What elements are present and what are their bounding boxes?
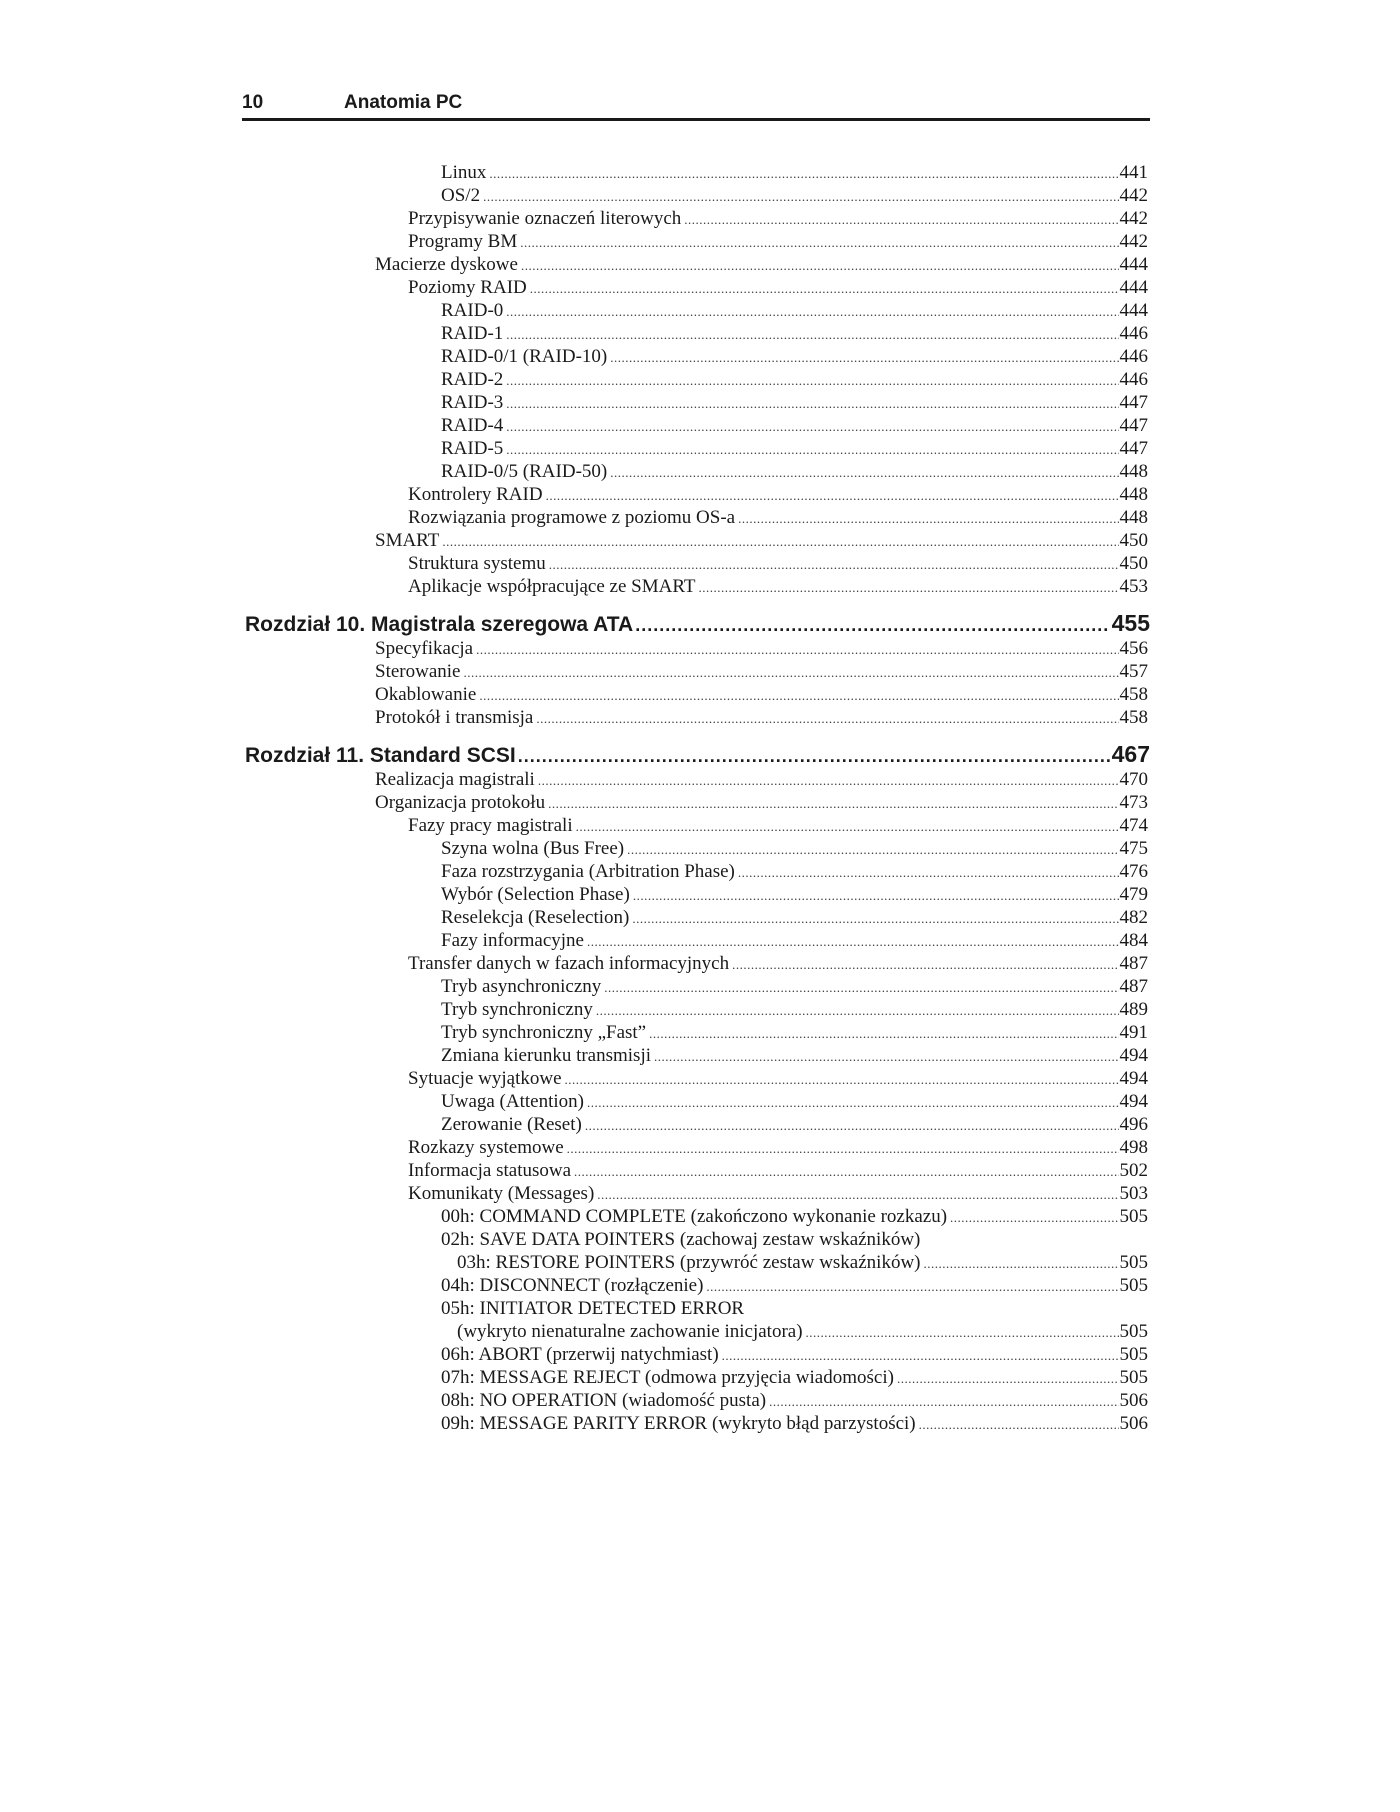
toc-entry-title: Tryb asynchroniczny — [441, 976, 602, 997]
toc-entry-page: 444 — [1119, 254, 1148, 275]
dot-leader — [546, 484, 1119, 507]
toc-chapter-title: Rozdział 11. Standard SCSI — [245, 744, 516, 767]
dot-leader — [567, 1137, 1119, 1160]
toc-entry-title: SMART — [375, 530, 440, 551]
toc-entry-page: 494 — [1119, 1045, 1148, 1066]
dot-leader — [506, 323, 1118, 346]
toc-entry — [375, 683, 1148, 706]
toc-entry — [441, 184, 1148, 207]
toc-entry — [441, 1412, 1148, 1435]
dot-leader — [924, 1252, 1119, 1275]
dot-leader — [506, 369, 1118, 392]
toc-entry-title: Rozkazy systemowe — [408, 1137, 564, 1158]
dot-leader — [476, 638, 1118, 661]
dot-leader — [521, 254, 1119, 277]
book-title: Anatomia PC — [344, 92, 463, 113]
toc-entry-page: 505 — [1119, 1275, 1148, 1296]
toc-entry-page: 450 — [1119, 553, 1148, 574]
toc-entry-page: 456 — [1119, 638, 1148, 659]
toc-entry-page: 494 — [1119, 1068, 1148, 1089]
toc-entry-page: 506 — [1119, 1390, 1148, 1411]
dot-leader — [520, 231, 1118, 254]
dot-leader — [604, 976, 1118, 999]
toc-entry-page: 489 — [1119, 999, 1148, 1020]
toc-entry — [375, 706, 1148, 729]
toc-entry-title: Zmiana kierunku transmisji — [441, 1045, 652, 1066]
toc-entry-title: RAID-1 — [441, 323, 504, 344]
dot-leader — [738, 507, 1118, 530]
toc-entry-page: 482 — [1119, 907, 1148, 928]
toc-entry-page: 446 — [1119, 346, 1148, 367]
dot-leader — [627, 838, 1118, 861]
toc-entry-title: RAID-3 — [441, 392, 504, 413]
dot-leader — [732, 953, 1118, 976]
toc-entry — [408, 276, 1148, 299]
toc-entry — [408, 1136, 1148, 1159]
toc-entry — [441, 1274, 1148, 1297]
toc-entry-page: 479 — [1119, 884, 1148, 905]
toc-entry-title: Reselekcja (Reselection) — [441, 907, 630, 928]
toc-entry-title: Realizacja magistrali — [375, 769, 535, 790]
dot-leader — [506, 392, 1118, 415]
toc-entry — [408, 506, 1148, 529]
toc-entry — [408, 1182, 1148, 1205]
toc-entry-page: 502 — [1119, 1160, 1148, 1181]
toc-entry-page: 448 — [1119, 484, 1148, 505]
toc-entry — [457, 1320, 1148, 1343]
dot-leader — [506, 415, 1118, 438]
toc-chapter-page: 455 — [1111, 610, 1150, 636]
toc-entry — [441, 1366, 1148, 1389]
dot-leader — [769, 1390, 1118, 1413]
toc-entry-page: 487 — [1119, 976, 1148, 997]
toc-entry — [441, 929, 1148, 952]
toc-entry-page: 505 — [1119, 1206, 1148, 1227]
toc-entry-title: Rozwiązania programowe z poziomu OS-a — [408, 507, 736, 528]
dot-leader — [574, 1160, 1118, 1183]
dot-leader — [489, 162, 1118, 185]
toc-entry — [441, 1343, 1148, 1366]
toc-entry-title: Programy BM — [408, 231, 518, 252]
toc-entry-page: 447 — [1119, 392, 1148, 413]
toc-entry-title: 03h: RESTORE POINTERS (przywróć zestaw wskaźników) — [457, 1252, 921, 1273]
toc-entry — [375, 253, 1148, 276]
toc-entry-page: 505 — [1119, 1321, 1148, 1342]
toc-entry-page: 505 — [1119, 1367, 1148, 1388]
dot-leader — [610, 346, 1118, 369]
dot-leader — [706, 1275, 1118, 1298]
dot-leader — [722, 1344, 1119, 1367]
dot-leader — [919, 1413, 1119, 1436]
dot-leader — [530, 277, 1119, 300]
dot-leader — [897, 1367, 1119, 1390]
toc-entry-page: 448 — [1119, 507, 1148, 528]
toc-entry-title: Transfer danych w fazach informacyjnych — [408, 953, 730, 974]
toc-entry-page: 446 — [1119, 323, 1148, 344]
toc-entry — [441, 437, 1148, 460]
dot-leader — [442, 530, 1118, 553]
toc-entry-title: Poziomy RAID — [408, 277, 527, 298]
toc-entry — [441, 1113, 1148, 1136]
toc-entry — [441, 161, 1148, 184]
toc-entry-page: 475 — [1119, 838, 1148, 859]
toc-entry-title: RAID-5 — [441, 438, 504, 459]
toc-entry-title: Zerowanie (Reset) — [441, 1114, 582, 1135]
toc-entry — [441, 460, 1148, 483]
toc-entry-page: 505 — [1119, 1344, 1148, 1365]
toc-entry-page: 444 — [1119, 300, 1148, 321]
toc-entry-page: 447 — [1119, 415, 1148, 436]
toc-entry-page: 503 — [1119, 1183, 1148, 1204]
dot-leader — [576, 815, 1119, 838]
dot-leader — [684, 208, 1118, 231]
toc-entry-title: Wybór (Selection Phase) — [441, 884, 630, 905]
dot-leader — [536, 707, 1118, 730]
toc-entry-title: 06h: ABORT (przerwij natychmiast) — [441, 1344, 719, 1365]
toc-entry-page: 487 — [1119, 953, 1148, 974]
toc-entry — [375, 637, 1148, 660]
toc-entry-page: 473 — [1119, 792, 1148, 813]
toc-entry-page: 448 — [1119, 461, 1148, 482]
toc-entry-page: 450 — [1119, 530, 1148, 551]
dot-leader — [654, 1045, 1118, 1068]
toc-entry-title-line: 02h: SAVE DATA POINTERS (zachowaj zestaw wskaźników) — [441, 1229, 921, 1250]
toc-entry-page: 498 — [1119, 1137, 1148, 1158]
toc-entry — [441, 1389, 1148, 1412]
toc-entry-title: 08h: NO OPERATION (wiadomość pusta) — [441, 1390, 767, 1411]
dot-leader — [518, 743, 1110, 769]
toc-entry — [441, 837, 1148, 860]
toc-entry — [408, 230, 1148, 253]
toc-entry — [441, 975, 1148, 998]
dot-leader — [565, 1068, 1119, 1091]
toc-entry-title: Kontrolery RAID — [408, 484, 543, 505]
toc-chapter — [245, 741, 1150, 767]
toc-entry-page: 494 — [1119, 1091, 1148, 1112]
toc-entry-page: 446 — [1119, 369, 1148, 390]
dot-leader — [587, 930, 1119, 953]
toc-entry — [408, 575, 1148, 598]
toc-entry-page: 491 — [1119, 1022, 1148, 1043]
toc-entry-title: 00h: COMMAND COMPLETE (zakończono wykonanie rozkazu) — [441, 1206, 948, 1227]
toc-entry — [441, 345, 1148, 368]
toc-entry — [441, 1021, 1148, 1044]
toc-entry-page: 444 — [1119, 277, 1148, 298]
dot-leader — [506, 300, 1118, 323]
toc-entry-title: Komunikaty (Messages) — [408, 1183, 595, 1204]
toc-entry-page: 496 — [1119, 1114, 1148, 1135]
toc-entry — [441, 998, 1148, 1021]
toc-entry-title: Sytuacje wyjątkowe — [408, 1068, 562, 1089]
toc-entry-title: OS/2 — [441, 185, 481, 206]
toc-entry — [408, 1067, 1148, 1090]
toc-entry — [441, 391, 1148, 414]
toc-entry-page: 453 — [1119, 576, 1148, 597]
toc-entry-title: (wykryto nienaturalne zachowanie inicjatora) — [457, 1321, 803, 1342]
toc-entry-page: 484 — [1119, 930, 1148, 951]
toc-entry-title: Fazy informacyjne — [441, 930, 584, 951]
toc-entry-title: Faza rozstrzygania (Arbitration Phase) — [441, 861, 735, 882]
dot-leader — [698, 576, 1118, 599]
toc-entry-page: 458 — [1119, 684, 1148, 705]
dot-leader — [649, 1022, 1118, 1045]
toc-entry-title: Organizacja protokołu — [375, 792, 546, 813]
toc-entry-title: Linux — [441, 162, 487, 183]
dot-leader — [633, 884, 1119, 907]
toc-chapter — [245, 610, 1150, 636]
toc-entry — [375, 660, 1148, 683]
dot-leader — [635, 612, 1109, 638]
toc-entry-title: Protokół i transmisja — [375, 707, 534, 728]
toc-entry-title: Aplikacje współpracujące ze SMART — [408, 576, 696, 597]
toc-entry — [408, 207, 1148, 230]
toc-entry — [408, 483, 1148, 506]
toc-entry-title: Struktura systemu — [408, 553, 546, 574]
toc-entry-title: 07h: MESSAGE REJECT (odmowa przyjęcia wiadomości) — [441, 1367, 894, 1388]
dot-leader — [548, 792, 1118, 815]
page-number: 10 — [242, 92, 264, 113]
toc-entry-title: Fazy pracy magistrali — [408, 815, 573, 836]
toc-entry — [441, 414, 1148, 437]
toc-entry-title: Sterowanie — [375, 661, 461, 682]
toc-entry — [375, 529, 1148, 552]
toc-entry — [441, 322, 1148, 345]
toc-entry-title: Szyna wolna (Bus Free) — [441, 838, 625, 859]
toc-entry-title: Tryb synchroniczny — [441, 999, 593, 1020]
dot-leader — [479, 684, 1118, 707]
toc-entry-title: Macierze dyskowe — [375, 254, 518, 275]
dot-leader — [463, 661, 1118, 684]
toc-entry-title: 09h: MESSAGE PARITY ERROR (wykryto błąd parzystości) — [441, 1413, 916, 1434]
toc-entry-title: RAID-0/5 (RAID-50) — [441, 461, 608, 482]
toc-entry — [441, 1205, 1148, 1228]
toc-entry-page: 442 — [1119, 231, 1148, 252]
toc-entry-title: Przypisywanie oznaczeń literowych — [408, 208, 682, 229]
toc-entry-page: 447 — [1119, 438, 1148, 459]
dot-leader — [585, 1114, 1119, 1137]
dot-leader — [538, 769, 1119, 792]
toc-entry — [408, 1159, 1148, 1182]
toc-entry-title: 04h: DISCONNECT (rozłączenie) — [441, 1275, 704, 1296]
toc-entry-title: Uwaga (Attention) — [441, 1091, 584, 1112]
toc-entry — [408, 814, 1148, 837]
toc-entry — [457, 1251, 1148, 1274]
toc-entry-title: RAID-2 — [441, 369, 504, 390]
toc-entry — [441, 1044, 1148, 1067]
dot-leader — [587, 1091, 1119, 1114]
toc-entry-title: Tryb synchroniczny „Fast” — [441, 1022, 647, 1043]
toc-entry-page: 442 — [1119, 208, 1148, 229]
toc-entry — [375, 791, 1148, 814]
dot-leader — [483, 185, 1118, 208]
dot-leader — [806, 1321, 1119, 1344]
toc-entry-page: 458 — [1119, 707, 1148, 728]
toc-entry — [441, 299, 1148, 322]
toc-entry-page: 442 — [1119, 185, 1148, 206]
dot-leader — [950, 1206, 1118, 1229]
toc-entry-page: 470 — [1119, 769, 1148, 790]
toc-entry — [441, 1090, 1148, 1113]
toc-entry-page: 457 — [1119, 661, 1148, 682]
toc-entry-title: Specyfikacja — [375, 638, 474, 659]
dot-leader — [597, 1183, 1118, 1206]
toc-entry-title: RAID-4 — [441, 415, 504, 436]
dot-leader — [738, 861, 1119, 884]
toc-entry-title: RAID-0/1 (RAID-10) — [441, 346, 608, 367]
dot-leader — [632, 907, 1118, 930]
toc-entry-page: 474 — [1119, 815, 1148, 836]
toc-entry-page: 476 — [1119, 861, 1148, 882]
toc-entry — [441, 860, 1148, 883]
toc-entry-title-line: 05h: INITIATOR DETECTED ERROR — [441, 1298, 745, 1319]
toc-entry-title: RAID-0 — [441, 300, 504, 321]
toc-entry — [441, 883, 1148, 906]
toc-entry-title: Informacja statusowa — [408, 1160, 572, 1181]
dot-leader — [506, 438, 1118, 461]
toc-entry — [441, 906, 1148, 929]
dot-leader — [610, 461, 1118, 484]
dot-leader — [596, 999, 1119, 1022]
toc-entry-title: Okablowanie — [375, 684, 477, 705]
toc-entry — [408, 952, 1148, 975]
dot-leader — [549, 553, 1119, 576]
toc-entry-page: 505 — [1119, 1252, 1148, 1273]
toc-chapter-page: 467 — [1111, 741, 1150, 767]
toc-entry — [441, 368, 1148, 391]
toc-entry-page: 506 — [1119, 1413, 1148, 1434]
toc-chapter-title: Rozdział 10. Magistrala szeregowa ATA — [245, 613, 634, 636]
toc-entry — [375, 768, 1148, 791]
toc-entry — [408, 552, 1148, 575]
toc-entry-page: 441 — [1119, 162, 1148, 183]
